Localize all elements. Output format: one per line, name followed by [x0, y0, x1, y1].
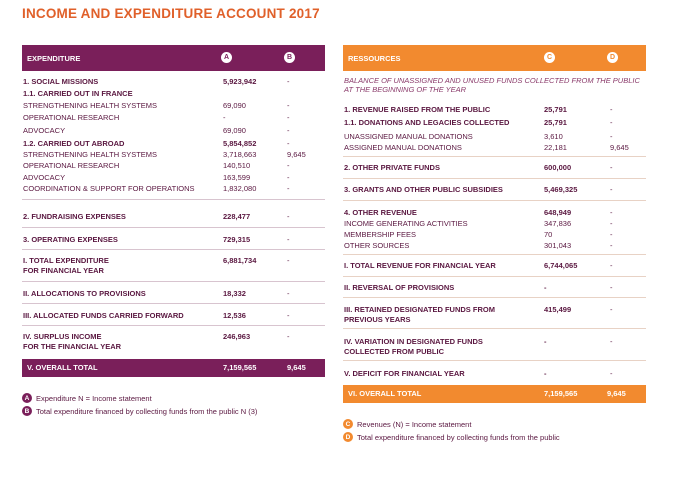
row-label: 4. OTHER REVENUE — [344, 208, 417, 217]
row-value-d: - — [610, 219, 613, 228]
row-label: STRENGTHENING HEALTH SYSTEMS — [23, 101, 158, 110]
divider — [343, 328, 646, 329]
row-value-a: 5,854,852 — [223, 139, 257, 148]
row-value-d: - — [610, 369, 613, 378]
row-value-d: - — [610, 105, 613, 114]
column-c-badge: C — [544, 52, 555, 63]
row-value-c: 415,499 — [544, 305, 572, 314]
row-value-d: - — [610, 241, 613, 250]
row-label: IV. VARIATION IN DESIGNATED FUNDS — [344, 337, 483, 346]
row-value-c: - — [544, 283, 547, 292]
row-value-b: - — [287, 332, 290, 341]
expenditure-panel — [22, 45, 325, 372]
row-value-b: - — [287, 212, 290, 221]
row-value-b: - — [287, 311, 290, 320]
row-value-c: 25,791 — [544, 105, 567, 114]
row-value-c: 301,043 — [544, 241, 572, 250]
page-title: INCOME AND EXPENDITURE ACCOUNT 2017 — [22, 6, 320, 21]
row-value-a: 729,315 — [223, 235, 251, 244]
row-label: IV. SURPLUS INCOME — [23, 332, 102, 341]
divider — [343, 360, 646, 361]
row-label: ASSIGNED MANUAL DONATIONS — [344, 143, 462, 152]
row-value-a: 3,718,663 — [223, 150, 257, 159]
row-label: 1.1. DONATIONS AND LEGACIES COLLECTED — [344, 118, 510, 127]
row-value-b: - — [287, 126, 290, 135]
overall-total-row — [22, 359, 325, 377]
row-value-d: - — [610, 337, 613, 346]
ressources-panel — [343, 45, 646, 398]
row-label: II. REVERSAL OF PROVISIONS — [344, 283, 455, 292]
overall-total-b: 9,645 — [287, 363, 306, 372]
legend-text: Total expenditure financed by collecting funds from the public — [357, 432, 560, 442]
legend-text: Revenues (N) = Income statement — [357, 419, 472, 429]
row-value-d: - — [610, 230, 613, 239]
row-value-c: 6,744,065 — [544, 261, 578, 270]
overall-total-label: VI. OVERALL TOTAL — [348, 389, 422, 398]
row-label: 3. OPERATING EXPENSES — [23, 235, 118, 244]
row-value-d: - — [610, 283, 613, 292]
column-b-badge: B — [284, 52, 295, 63]
row-label: STRENGTHENING HEALTH SYSTEMS — [23, 150, 158, 159]
divider — [22, 303, 325, 304]
row-value-b: - — [287, 173, 290, 182]
divider — [22, 249, 325, 250]
row-label: 1. SOCIAL MISSIONS — [23, 77, 99, 86]
row-label: III. ALLOCATED FUNDS CARRIED FORWARD — [23, 311, 184, 320]
row-label: III. RETAINED DESIGNATED FUNDS FROM — [344, 305, 495, 314]
divider — [22, 281, 325, 282]
row-value-d: - — [610, 261, 613, 270]
legend-item — [22, 406, 257, 416]
row-label: I. TOTAL REVENUE FOR FINANCIAL YEAR — [344, 261, 496, 270]
row-label-cont: FOR THE FINANCIAL YEAR — [23, 342, 122, 351]
row-label: ADVOCACY — [23, 126, 66, 135]
row-value-b: - — [287, 113, 290, 122]
row-label: ADVOCACY — [23, 173, 66, 182]
row-value-a: 69,090 — [223, 126, 246, 135]
overall-total-d: 9,645 — [607, 389, 626, 398]
row-label: COORDINATION & SUPPORT FOR OPERATIONS — [23, 184, 195, 193]
row-label: OTHER SOURCES — [344, 241, 410, 250]
row-value-d: - — [610, 132, 613, 141]
overall-total-row — [343, 385, 646, 403]
ressources-header-label: RESSOURCES — [348, 53, 401, 63]
row-value-c: 600,000 — [544, 163, 572, 172]
row-value-c: 347,836 — [544, 219, 572, 228]
opening-balance-note: BALANCE OF UNASSIGNED AND UNUSED FUNDS COLLECTED FROM THE PUBLIC AT THE BEGINNING OF THE YEAR — [344, 76, 640, 94]
column-a-badge: A — [221, 52, 232, 63]
divider — [343, 297, 646, 298]
row-value-a: 163,599 — [223, 173, 251, 182]
row-label: 1. REVENUE RAISED FROM THE PUBLIC — [344, 105, 491, 114]
overall-total-label: V. OVERALL TOTAL — [27, 363, 98, 372]
legend-text: Total expenditure financed by collecting funds from the public N (3) — [36, 406, 258, 416]
row-label: MEMBERSHIP FEES — [344, 230, 416, 239]
row-label: 2. FUNDRAISING EXPENSES — [23, 212, 126, 221]
column-d-badge: D — [607, 52, 618, 63]
row-label-cont: PREVIOUS YEARS — [344, 315, 411, 324]
row-value-c: 70 — [544, 230, 553, 239]
divider — [22, 199, 325, 200]
legend-text: Expenditure N = Income statement — [36, 393, 152, 403]
row-value-b: - — [287, 161, 290, 170]
row-value-c: 3,610 — [544, 132, 563, 141]
row-label: OPERATIONAL RESEARCH — [23, 113, 120, 122]
row-label-cont: COLLECTED FROM PUBLIC — [344, 347, 444, 356]
ressources-header — [343, 45, 646, 71]
row-value-b: - — [287, 77, 290, 86]
badge-d-icon: D — [343, 432, 353, 442]
row-value-c: 5,469,325 — [544, 185, 578, 194]
row-value-d: - — [610, 208, 613, 217]
expenditure-header-label: EXPENDITURE — [27, 53, 81, 63]
row-value-b: - — [287, 289, 290, 298]
overall-total-c: 7,159,565 — [544, 389, 578, 398]
row-value-d: - — [610, 185, 613, 194]
row-value-a: 1,832,080 — [223, 184, 257, 193]
row-value-a: 228,477 — [223, 212, 251, 221]
row-value-b: - — [287, 101, 290, 110]
row-value-b: 9,645 — [287, 150, 306, 159]
row-value-c: 25,791 — [544, 118, 567, 127]
row-value-b: - — [287, 184, 290, 193]
row-label: 2. OTHER PRIVATE FUNDS — [344, 163, 440, 172]
row-value-b: - — [287, 235, 290, 244]
expenditure-header — [22, 45, 325, 71]
overall-total-a: 7,159,565 — [223, 363, 257, 372]
row-value-a: 6,881,734 — [223, 256, 257, 265]
row-label: 3. GRANTS AND OTHER PUBLIC SUBSIDIES — [344, 185, 503, 194]
divider — [343, 200, 646, 201]
row-value-b: - — [287, 139, 290, 148]
row-label: 1.2. CARRIED OUT ABROAD — [23, 139, 125, 148]
row-value-c: - — [544, 369, 547, 378]
row-value-c: - — [544, 337, 547, 346]
row-value-a: 140,510 — [223, 161, 251, 170]
row-label: INCOME GENERATING ACTIVITIES — [344, 219, 468, 228]
row-value-a: 246,963 — [223, 332, 251, 341]
row-label: I. TOTAL EXPENDITURE — [23, 256, 109, 265]
row-label: II. ALLOCATIONS TO PROVISIONS — [23, 289, 146, 298]
legend-item — [343, 419, 471, 429]
row-value-c: 22,181 — [544, 143, 567, 152]
row-value-d: - — [610, 305, 613, 314]
row-value-d: 9,645 — [610, 143, 629, 152]
row-label: OPERATIONAL RESEARCH — [23, 161, 120, 170]
divider — [22, 325, 325, 326]
divider — [343, 254, 646, 255]
divider — [343, 156, 646, 157]
row-label: V. DEFICIT FOR FINANCIAL YEAR — [344, 369, 465, 378]
row-value-d: - — [610, 163, 613, 172]
row-value-a: 69,090 — [223, 101, 246, 110]
row-label-cont: FOR FINANCIAL YEAR — [23, 266, 104, 275]
row-value-d: - — [610, 118, 613, 127]
row-value-b: - — [287, 256, 290, 265]
divider — [22, 227, 325, 228]
legend-item — [343, 432, 560, 442]
row-label: 1.1. CARRIED OUT IN FRANCE — [23, 89, 133, 98]
row-value-a: 18,332 — [223, 289, 246, 298]
badge-a-icon: A — [22, 393, 32, 403]
badge-b-icon: B — [22, 406, 32, 416]
badge-c-icon: C — [343, 419, 353, 429]
row-value-a: 12,536 — [223, 311, 246, 320]
divider — [343, 178, 646, 179]
legend-item — [22, 393, 152, 403]
row-label: UNASSIGNED MANUAL DONATIONS — [344, 132, 473, 141]
row-value-c: 648,949 — [544, 208, 572, 217]
row-value-a: 5,923,942 — [223, 77, 257, 86]
row-value-a: - — [223, 113, 226, 122]
divider — [343, 276, 646, 277]
